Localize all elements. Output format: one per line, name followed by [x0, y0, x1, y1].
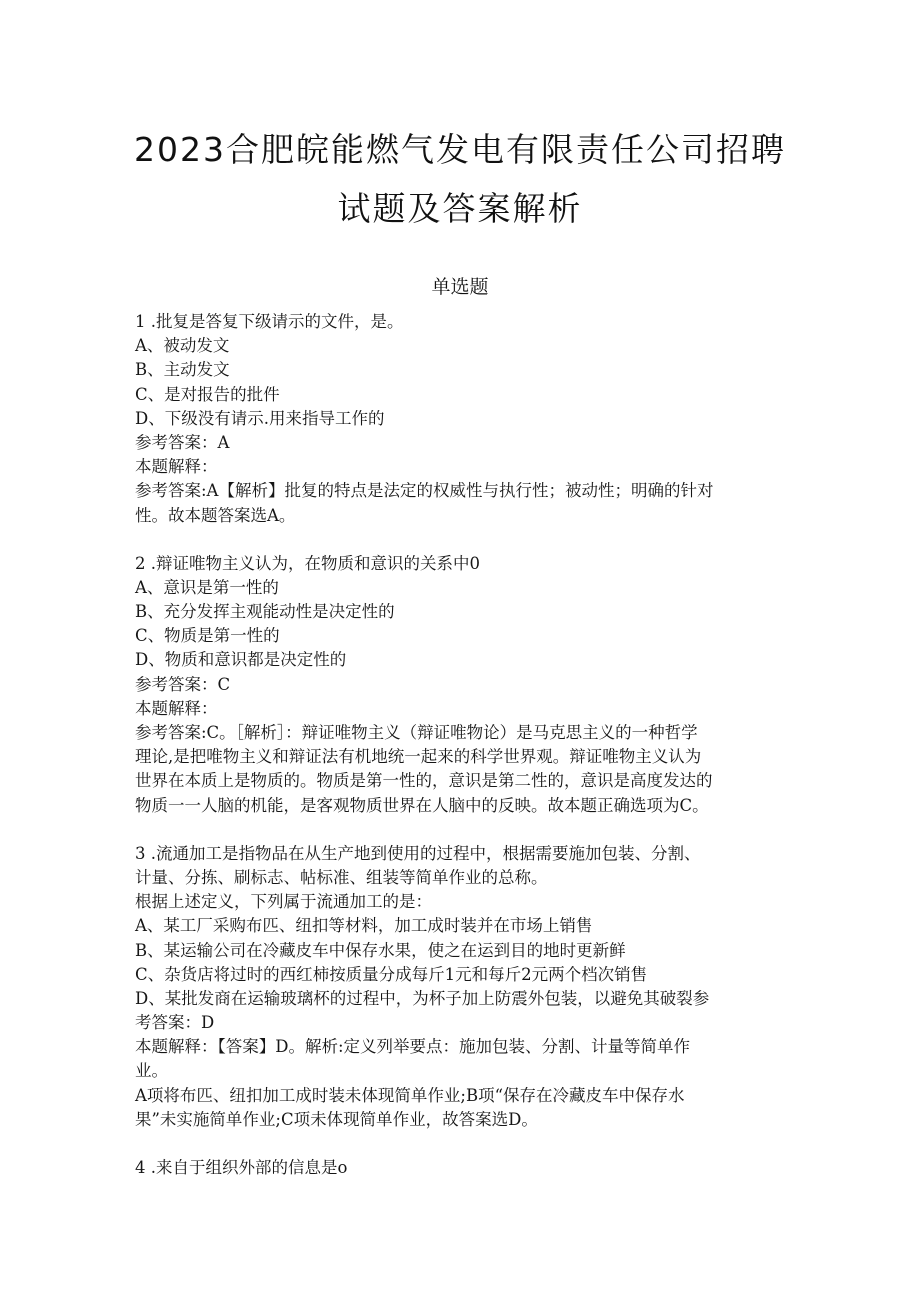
explanation-label: 本题解释：: [135, 457, 218, 477]
question-4: [135, 1156, 795, 1180]
option-d: D、下级没有请示.用来指导工作的: [135, 408, 385, 428]
explanation-line: 世界在本质上是物质的。物质是第一性的，意识是第二性的，意识是高度发达的: [135, 771, 713, 791]
option-b: B、某运输公司在冷藏皮车中保存水果，使之在运到目的地时更新鲜: [135, 940, 626, 960]
explanation-line: 物质一一人脑的机能，是客观物质世界在人脑中的反映。故本题正确选项为C。: [135, 795, 709, 815]
explanation-line: 理论,是把唯物主义和辩证法有机地统一起来的科学世界观。辩证唯物主义认为: [135, 747, 702, 767]
question-prompt: 根据上述定义，下列属于流通加工的是：: [135, 892, 432, 912]
option-d: D、某批发商在运输玻璃杯的过程中，为杯子加上防震外包装，以避免其破裂参: [135, 988, 710, 1008]
question-2: [135, 552, 795, 818]
reference-answer: 参考答案：C: [135, 674, 231, 694]
explanation-line: 果”未实施简单作业;C项未体现简单作业，故答案选D。: [135, 1109, 538, 1129]
option-a: A、某工厂采购布匹、纽扣等材料，加工成时装并在市场上销售: [135, 916, 593, 936]
question-text: 4 .来自于组织外部的信息是o: [135, 1158, 348, 1177]
question-1: [135, 310, 795, 528]
document-body: [135, 310, 795, 1180]
explanation-line: A项将布匹、纽扣加工成时装未体现简单作业;B项“保存在冷藏皮车中保存水: [135, 1085, 685, 1105]
question-text: 3 .流通加工是指物品在从生产地到使用的过程中，根据需要施加包装、分割、: [135, 843, 701, 863]
option-c: C、物质是第一性的: [135, 626, 280, 646]
document-title-line-1: 2023合肥皖能燃气发电有限责任公司招聘: [134, 130, 786, 169]
question-text: 2 .辩证唯物主义认为，在物质和意识的关系中0: [135, 553, 480, 573]
option-b: B、充分发挥主观能动性是决定性的: [135, 602, 395, 622]
reference-answer: 考答案：D: [135, 1013, 215, 1033]
option-c: C、是对报告的批件: [135, 384, 280, 404]
explanation-line: 业。: [135, 1061, 168, 1081]
explanation-line: 参考答案:A【解析】批复的特点是法定的权威性与执行性；被动性；明确的针对: [135, 481, 714, 501]
explanation-line: 参考答案:C。［解析］：辩证唯物主义（辩证唯物论）是马克思主义的一种哲学: [135, 723, 698, 742]
option-a: A、被动发文: [135, 336, 230, 356]
option-a: A、意识是第一性的: [135, 577, 279, 597]
question-text: 计量、分拣、刷标志、帖标准、组装等简单作业的总称。: [135, 867, 548, 887]
question-text: 1 .批复是答复下级请示的文件，是。: [135, 312, 404, 331]
question-3: [135, 842, 795, 1132]
explanation-label: 本题解释：: [135, 698, 218, 718]
reference-answer: 参考答案：A: [135, 432, 230, 452]
explanation-line: 本题解释：【答案】D。解析:定义列举要点：施加包装、分割、计量等简单作: [135, 1037, 691, 1057]
document-title-line-2: 试题及答案解析: [337, 189, 583, 228]
option-b: B、主动发文: [135, 360, 230, 380]
explanation-line: 性。故本题答案选A。: [135, 505, 296, 525]
option-d: D、物质和意识都是决定性的: [135, 650, 347, 670]
option-c: C、杂货店将过时的西红柿按质量分成每斤1元和每斤2元两个档次销售: [135, 964, 648, 984]
section-heading: 单选题: [431, 276, 489, 298]
